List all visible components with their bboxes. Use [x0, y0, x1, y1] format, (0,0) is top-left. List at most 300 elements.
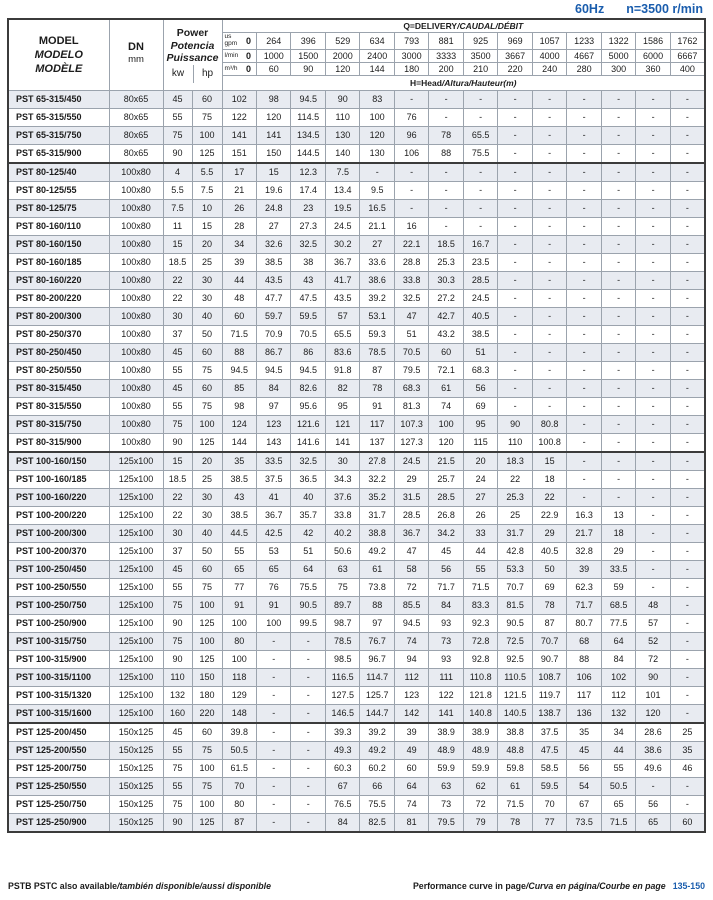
head-value-cell: - [257, 778, 291, 796]
head-value-cell: - [670, 561, 705, 579]
head-value-cell: 115 [463, 434, 497, 453]
head-value-cell: 106 [567, 669, 601, 687]
table-row [8, 254, 705, 272]
head-value-cell: 87 [532, 615, 566, 633]
head-value-cell: 25.3 [498, 489, 532, 507]
head-value-cell: 59.8 [498, 760, 532, 778]
head-value-cell: 15 [532, 452, 566, 471]
head-value-cell: - [670, 525, 705, 543]
dn-cell: 100x80 [109, 290, 163, 308]
head-value-cell: 148 [222, 705, 256, 724]
table-row [8, 380, 705, 398]
head-value-cell: 12.3 [291, 163, 325, 182]
flow-value: 3000 [394, 50, 428, 63]
head-value-cell: 38.8 [498, 723, 532, 742]
head-value-cell: 140.5 [498, 705, 532, 724]
head-value-cell: 112 [601, 687, 635, 705]
head-value-cell: - [291, 669, 325, 687]
head-value-cell: - [567, 145, 601, 164]
head-value-cell: 59.9 [429, 760, 463, 778]
head-value-cell: 23.5 [463, 254, 497, 272]
dn-cell: 125x100 [109, 705, 163, 724]
head-value-cell: 56 [463, 380, 497, 398]
head-value-cell: 28 [222, 218, 256, 236]
hp-cell: 75 [192, 778, 222, 796]
head-value-cell: 76 [257, 579, 291, 597]
head-value-cell: - [498, 272, 532, 290]
usgpm-zero: 0 [245, 36, 251, 46]
dn-cell: 125x100 [109, 561, 163, 579]
head-value-cell: - [670, 326, 705, 344]
hp-cell: 75 [192, 362, 222, 380]
head-value-cell: 69 [532, 579, 566, 597]
head-value-cell: 39.3 [325, 723, 359, 742]
head-value-cell: - [601, 489, 635, 507]
head-value-cell: 75.5 [360, 796, 394, 814]
dn-cell: 125x100 [109, 525, 163, 543]
head-value-cell: 100.8 [532, 434, 566, 453]
head-value-cell: - [567, 452, 601, 471]
head-value-cell: - [636, 236, 670, 254]
model-cell: PST 100-200/220 [8, 507, 109, 525]
head-value-cell: - [532, 91, 566, 109]
head-value-cell: 102 [601, 669, 635, 687]
head-value-cell: 22.9 [532, 507, 566, 525]
head-value-cell: 48 [636, 597, 670, 615]
head-value-cell: - [291, 796, 325, 814]
curve-reference-es-fr: /Curva en página/Courbe en page [525, 881, 666, 891]
head-value-cell: 81 [394, 814, 428, 833]
head-value-cell: - [257, 723, 291, 742]
kw-cell: 45 [163, 344, 192, 362]
dn-unit-label: mm [128, 53, 144, 65]
head-value-cell: 85.5 [394, 597, 428, 615]
head-value-cell: 65 [601, 796, 635, 814]
head-value-cell: - [636, 344, 670, 362]
head-value-cell: 22 [498, 471, 532, 489]
head-value-cell: 95 [463, 416, 497, 434]
head-value-cell: 56 [636, 796, 670, 814]
head-value-cell: 40 [291, 489, 325, 507]
flow-value: 3667 [498, 50, 532, 63]
table-row [8, 723, 705, 742]
head-value-cell: 116.5 [325, 669, 359, 687]
head-value-cell: 78 [532, 597, 566, 615]
head-value-cell: 16.3 [567, 507, 601, 525]
head-value-cell: - [670, 362, 705, 380]
m3h-unit-label: m³/h [224, 64, 238, 72]
dn-cell: 125x100 [109, 597, 163, 615]
head-value-cell: 38.6 [360, 272, 394, 290]
model-cell: PST 100-160/220 [8, 489, 109, 507]
dn-cell: 80x65 [109, 145, 163, 164]
head-value-cell: 98 [257, 91, 291, 109]
head-value-cell: 30.2 [325, 236, 359, 254]
head-value-cell: - [601, 380, 635, 398]
head-value-cell: 49.6 [636, 760, 670, 778]
head-value-cell: - [257, 742, 291, 760]
head-value-cell: 27.2 [429, 290, 463, 308]
head-value-cell: 97 [360, 615, 394, 633]
head-value-cell: 51 [394, 326, 428, 344]
head-title-en: H=Head [410, 77, 442, 88]
kw-cell: 75 [163, 760, 192, 778]
head-value-cell: 48.9 [429, 742, 463, 760]
head-value-cell: 50 [532, 561, 566, 579]
model-cell: PST 80-160/110 [8, 218, 109, 236]
table-row [8, 163, 705, 182]
dn-cell: 150x125 [109, 778, 163, 796]
table-row [8, 145, 705, 164]
head-value-cell: - [636, 561, 670, 579]
head-value-cell: 70.7 [532, 633, 566, 651]
availability-note-en: PSTB PSTC also available [8, 881, 118, 891]
head-value-cell: - [463, 182, 497, 200]
table-row [8, 525, 705, 543]
head-value-cell: - [636, 145, 670, 164]
head-value-cell: - [532, 272, 566, 290]
table-row [8, 127, 705, 145]
hp-cell: 25 [192, 254, 222, 272]
kw-cell: 37 [163, 326, 192, 344]
head-value-cell: 80.8 [532, 416, 566, 434]
head-value-cell: - [670, 687, 705, 705]
head-value-cell: 100 [360, 109, 394, 127]
head-value-cell: 100 [222, 651, 256, 669]
model-cell: PST 125-200/750 [8, 760, 109, 778]
head-value-cell: 100 [222, 615, 256, 633]
head-value-cell: 38.5 [257, 254, 291, 272]
head-value-cell: 83.6 [325, 344, 359, 362]
head-value-cell: 18 [532, 471, 566, 489]
head-value-cell: 92.5 [498, 651, 532, 669]
model-cell: PST 80-315/750 [8, 416, 109, 434]
power-column-header [163, 19, 222, 91]
head-value-cell: - [429, 91, 463, 109]
head-value-cell: 77 [532, 814, 566, 833]
head-value-cell: 125.7 [360, 687, 394, 705]
head-value-cell: 38 [291, 254, 325, 272]
table-row [8, 398, 705, 416]
head-value-cell: 90 [636, 669, 670, 687]
head-value-cell: 16.7 [463, 236, 497, 254]
head-value-cell: 13 [601, 507, 635, 525]
head-value-cell: 23 [291, 200, 325, 218]
table-row [8, 236, 705, 254]
head-value-cell: 110 [498, 434, 532, 453]
head-value-cell: 72 [636, 651, 670, 669]
hp-cell: 100 [192, 597, 222, 615]
kw-cell: 15 [163, 236, 192, 254]
head-value-cell: 68 [567, 633, 601, 651]
head-value-cell: - [498, 380, 532, 398]
head-value-cell: 141 [429, 705, 463, 724]
dn-cell: 100x80 [109, 398, 163, 416]
head-value-cell: - [636, 471, 670, 489]
head-value-cell: 95.6 [291, 398, 325, 416]
head-value-cell: 47.5 [291, 290, 325, 308]
head-value-cell: 77.5 [601, 615, 635, 633]
head-value-cell: - [636, 182, 670, 200]
head-value-cell: - [291, 814, 325, 833]
flow-value: 1586 [636, 33, 670, 50]
model-label-es: MODELO [34, 48, 83, 61]
head-value-cell: 42 [291, 525, 325, 543]
head-value-cell: 78 [498, 814, 532, 833]
table-row [8, 272, 705, 290]
head-value-cell: 144.5 [291, 145, 325, 164]
head-value-cell: - [567, 236, 601, 254]
head-value-cell: - [636, 308, 670, 326]
head-value-cell: 57 [325, 308, 359, 326]
head-value-cell: - [257, 669, 291, 687]
head-value-cell: - [567, 91, 601, 109]
head-value-cell: - [601, 452, 635, 471]
model-cell: PST 125-250/750 [8, 796, 109, 814]
head-value-cell: 82.6 [291, 380, 325, 398]
head-value-cell: - [636, 290, 670, 308]
dn-cell: 100x80 [109, 434, 163, 453]
head-value-cell: 93 [429, 615, 463, 633]
model-cell: PST 80-160/185 [8, 254, 109, 272]
head-value-cell: 65 [257, 561, 291, 579]
model-cell: PST 65-315/750 [8, 127, 109, 145]
table-row [8, 687, 705, 705]
head-value-cell: 47 [394, 308, 428, 326]
head-value-cell: - [498, 218, 532, 236]
head-value-cell: 48 [222, 290, 256, 308]
head-value-cell: - [670, 290, 705, 308]
model-cell: PST 100-200/370 [8, 543, 109, 561]
head-value-cell: 140.8 [463, 705, 497, 724]
flow-value: 634 [360, 33, 394, 50]
table-row [8, 434, 705, 453]
head-value-cell: 17 [222, 163, 256, 182]
model-cell: PST 100-315/1600 [8, 705, 109, 724]
kw-cell: 45 [163, 380, 192, 398]
head-value-cell: - [567, 380, 601, 398]
head-value-cell: 80 [222, 633, 256, 651]
curve-reference [413, 881, 705, 891]
head-value-cell: 28.6 [636, 723, 670, 742]
head-value-cell: 144 [222, 434, 256, 453]
model-cell: PST 80-250/370 [8, 326, 109, 344]
head-value-cell: - [636, 109, 670, 127]
head-value-cell: - [532, 127, 566, 145]
kw-cell: 45 [163, 723, 192, 742]
kw-cell: 30 [163, 525, 192, 543]
head-value-cell: 38.5 [222, 507, 256, 525]
head-value-cell: - [429, 109, 463, 127]
table-row [8, 109, 705, 127]
dn-cell: 100x80 [109, 416, 163, 434]
table-row [8, 814, 705, 833]
head-value-cell: 36.7 [257, 507, 291, 525]
head-value-cell: 49.3 [325, 742, 359, 760]
head-value-cell: - [498, 109, 532, 127]
head-value-cell: 32.6 [257, 236, 291, 254]
head-value-cell: 43.5 [325, 290, 359, 308]
table-row [8, 507, 705, 525]
dn-cell: 150x125 [109, 814, 163, 833]
table-row [8, 218, 705, 236]
table-row [8, 597, 705, 615]
head-value-cell: 22 [532, 489, 566, 507]
model-cell: PST 80-160/150 [8, 236, 109, 254]
head-value-cell: 55 [601, 760, 635, 778]
head-value-cell: - [532, 182, 566, 200]
head-value-cell: 80 [222, 796, 256, 814]
head-value-cell: 47 [394, 543, 428, 561]
head-value-cell: 18.3 [498, 452, 532, 471]
head-value-cell: - [670, 127, 705, 145]
head-value-cell: 44 [601, 742, 635, 760]
head-value-cell: 141 [325, 434, 359, 453]
head-value-cell: 81.3 [394, 398, 428, 416]
head-value-cell: 60.3 [325, 760, 359, 778]
head-value-cell: 27 [360, 236, 394, 254]
lmin-unit-cell [222, 50, 256, 63]
head-value-cell: 42.8 [498, 543, 532, 561]
kw-cell: 45 [163, 91, 192, 109]
head-value-cell: 96.7 [360, 651, 394, 669]
head-value-cell: 27 [463, 489, 497, 507]
model-cell: PST 80-160/220 [8, 272, 109, 290]
head-value-cell: - [601, 91, 635, 109]
hp-cell: 10 [192, 200, 222, 218]
head-value-cell: - [670, 507, 705, 525]
head-value-cell: 141.6 [291, 434, 325, 453]
head-value-cell: 120 [360, 127, 394, 145]
head-value-cell: 32.5 [291, 236, 325, 254]
table-row [8, 796, 705, 814]
head-value-cell: 76.5 [325, 796, 359, 814]
head-value-cell: 130 [360, 145, 394, 164]
dn-cell: 125x100 [109, 669, 163, 687]
head-value-cell: - [601, 434, 635, 453]
kw-cell: 132 [163, 687, 192, 705]
head-value-cell: 34.2 [429, 525, 463, 543]
head-value-cell: - [670, 705, 705, 724]
head-value-cell: 60 [394, 760, 428, 778]
head-value-cell: 112 [394, 669, 428, 687]
head-value-cell: - [291, 778, 325, 796]
head-value-cell: 15 [257, 163, 291, 182]
head-value-cell: 71.7 [567, 597, 601, 615]
head-value-cell: 25.7 [429, 471, 463, 489]
head-value-cell: 39.2 [360, 290, 394, 308]
kw-cell: 160 [163, 705, 192, 724]
head-value-cell: 58.5 [532, 760, 566, 778]
head-value-cell: 60 [670, 814, 705, 833]
head-value-cell: 44 [222, 272, 256, 290]
head-value-cell: - [601, 236, 635, 254]
head-value-cell: 84 [257, 380, 291, 398]
head-value-cell: 107.3 [394, 416, 428, 434]
head-value-cell: - [670, 778, 705, 796]
kw-cell: 18.5 [163, 254, 192, 272]
head-value-cell: - [498, 163, 532, 182]
head-value-cell: 59.7 [257, 308, 291, 326]
head-value-cell: 63 [429, 778, 463, 796]
model-cell: PST 125-250/900 [8, 814, 109, 833]
head-value-cell: 49.2 [360, 543, 394, 561]
head-value-cell: 141 [222, 127, 256, 145]
dn-cell: 125x100 [109, 633, 163, 651]
table-row [8, 615, 705, 633]
head-value-cell: 32.5 [291, 452, 325, 471]
head-value-cell: - [498, 236, 532, 254]
dn-cell: 100x80 [109, 218, 163, 236]
head-value-cell: 119.7 [532, 687, 566, 705]
head-value-cell: 38.9 [429, 723, 463, 742]
flow-value: 925 [463, 33, 497, 50]
head-value-cell: 93 [429, 651, 463, 669]
head-value-cell: - [567, 416, 601, 434]
head-value-cell: - [567, 489, 601, 507]
head-value-cell: 97 [257, 398, 291, 416]
head-value-cell: 99.5 [291, 615, 325, 633]
kw-cell: 7.5 [163, 200, 192, 218]
head-value-cell: - [394, 91, 428, 109]
model-cell: PST 80-315/450 [8, 380, 109, 398]
hp-cell: 150 [192, 669, 222, 687]
head-value-cell: - [257, 760, 291, 778]
head-value-cell: 88 [567, 651, 601, 669]
head-value-cell: - [532, 380, 566, 398]
head-value-cell: 117 [567, 687, 601, 705]
head-value-cell: - [601, 218, 635, 236]
head-value-cell: 18 [601, 525, 635, 543]
kw-cell: 55 [163, 579, 192, 597]
head-value-cell: 73.8 [360, 579, 394, 597]
hp-cell: 30 [192, 507, 222, 525]
head-value-cell: 73.5 [567, 814, 601, 833]
head-value-cell: - [636, 507, 670, 525]
hp-cell: 60 [192, 380, 222, 398]
head-value-cell: 29 [394, 471, 428, 489]
model-cell: PST 80-200/220 [8, 290, 109, 308]
table-row [8, 290, 705, 308]
head-value-cell: 65.5 [325, 326, 359, 344]
head-value-cell: 88 [429, 145, 463, 164]
head-value-cell: 49.2 [360, 742, 394, 760]
head-value-cell: - [636, 434, 670, 453]
head-value-cell: - [532, 326, 566, 344]
flow-value: 4000 [532, 50, 566, 63]
table-row [8, 91, 705, 109]
head-value-cell: 60 [429, 344, 463, 362]
head-value-cell: - [429, 218, 463, 236]
head-value-cell: - [636, 218, 670, 236]
model-cell: PST 80-250/450 [8, 344, 109, 362]
head-value-cell: 54 [567, 778, 601, 796]
head-value-cell: - [291, 723, 325, 742]
head-value-cell: - [360, 163, 394, 182]
head-value-cell: 88 [360, 597, 394, 615]
model-cell: PST 65-315/900 [8, 145, 109, 164]
head-value-cell: - [670, 308, 705, 326]
head-value-cell: - [601, 163, 635, 182]
model-cell: PST 100-315/1320 [8, 687, 109, 705]
head-value-cell: - [636, 416, 670, 434]
model-column-header [8, 19, 109, 91]
dn-cell: 125x100 [109, 452, 163, 471]
hp-cell: 15 [192, 218, 222, 236]
head-value-cell: 24.8 [257, 200, 291, 218]
head-value-cell: 130 [325, 127, 359, 145]
head-value-cell: 91.8 [325, 362, 359, 380]
